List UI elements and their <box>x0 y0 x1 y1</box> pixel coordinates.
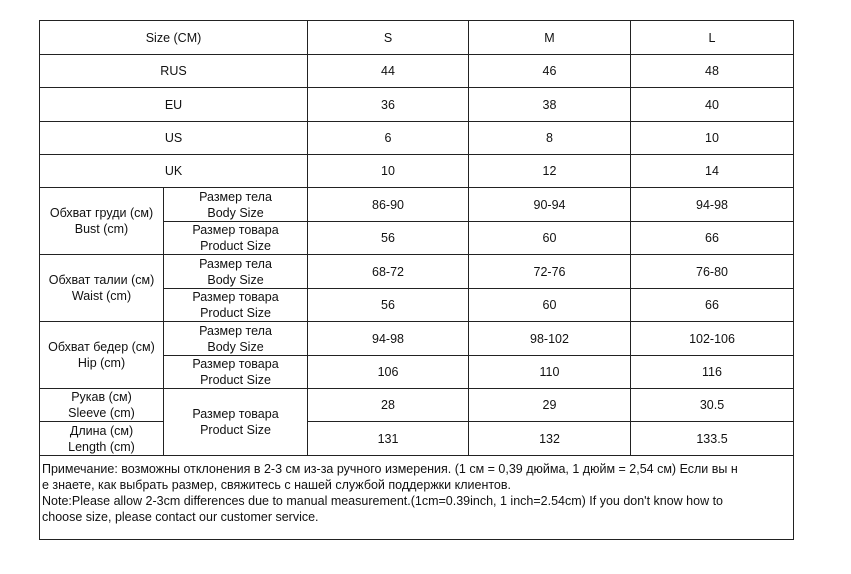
note-ru-line-1: Примечание: возможны отклонения в 2-3 см из-за ручного измерения. (1 см = 0,39 дюйма, 1 дюйм = 2,54 см) Если вы н <box>42 462 738 476</box>
table-row-sleeve <box>40 389 794 422</box>
cell-value: 110 <box>469 356 631 389</box>
cell-value: 36 <box>308 88 469 122</box>
row-label: UK <box>40 155 308 188</box>
product-size-label: Размер товара Product Size <box>164 389 308 456</box>
cell-value: 10 <box>308 155 469 188</box>
product-size-label: Размер товара Product Size <box>164 356 308 389</box>
cell-value: 98-102 <box>469 322 631 356</box>
note-en-line-1: Note:Please allow 2-3cm differences due to manual measurement.(1cm=0.39inch, 1 inch=2.54cm) If you don't know how to <box>42 494 723 508</box>
cell-value: 30.5 <box>631 389 794 422</box>
cell-value: 10 <box>631 122 794 155</box>
cell-value: 76-80 <box>631 255 794 289</box>
cell-value: 106 <box>308 356 469 389</box>
cell-value: 131 <box>308 422 469 456</box>
cell-value: 40 <box>631 88 794 122</box>
note-en-line-2: choose size, please contact our customer service. <box>42 510 319 524</box>
cell-value: 46 <box>469 55 631 88</box>
cell-value: 56 <box>308 289 469 322</box>
size-l-header: L <box>631 21 794 55</box>
row-label: RUS <box>40 55 308 88</box>
size-chart-table <box>39 20 794 540</box>
note-ru-line-2: е знаете, как выбрать размер, свяжитесь с нашей службой поддержки клиентов. <box>42 478 511 492</box>
length-label: Длина (см) Length (cm) <box>40 422 164 456</box>
cell-value: 94-98 <box>631 188 794 222</box>
table-row-rus <box>40 55 794 88</box>
cell-value: 102-106 <box>631 322 794 356</box>
note-row <box>40 456 794 540</box>
size-s-header: S <box>308 21 469 55</box>
cell-value: 12 <box>469 155 631 188</box>
hip-label: Обхват бедер (см) Hip (cm) <box>40 322 164 389</box>
cell-value: 68-72 <box>308 255 469 289</box>
bust-label: Обхват груди (см) Bust (cm) <box>40 188 164 255</box>
sleeve-label: Рукав (см) Sleeve (cm) <box>40 389 164 422</box>
cell-value: 66 <box>631 289 794 322</box>
product-size-label: Размер товара Product Size <box>164 289 308 322</box>
table-row-length <box>40 422 794 456</box>
table-row-hip-body <box>40 322 794 356</box>
size-header-label: Size (CM) <box>40 21 308 55</box>
cell-value: 116 <box>631 356 794 389</box>
cell-value: 94-98 <box>308 322 469 356</box>
product-size-label: Размер товара Product Size <box>164 222 308 255</box>
size-m-header: M <box>469 21 631 55</box>
cell-value: 72-76 <box>469 255 631 289</box>
cell-value: 56 <box>308 222 469 255</box>
cell-value: 29 <box>469 389 631 422</box>
cell-value: 90-94 <box>469 188 631 222</box>
table-row-uk <box>40 155 794 188</box>
cell-value: 48 <box>631 55 794 88</box>
cell-value: 14 <box>631 155 794 188</box>
cell-value: 132 <box>469 422 631 456</box>
cell-value: 60 <box>469 222 631 255</box>
table-row-us <box>40 122 794 155</box>
cell-value: 8 <box>469 122 631 155</box>
body-size-label: Размер тела Body Size <box>164 322 308 356</box>
cell-value: 38 <box>469 88 631 122</box>
cell-value: 133.5 <box>631 422 794 456</box>
cell-value: 60 <box>469 289 631 322</box>
cell-value: 86-90 <box>308 188 469 222</box>
row-label: EU <box>40 88 308 122</box>
waist-label: Обхват талии (см) Waist (cm) <box>40 255 164 322</box>
cell-value: 28 <box>308 389 469 422</box>
measurement-note <box>40 456 794 540</box>
cell-value: 66 <box>631 222 794 255</box>
table-row-eu <box>40 88 794 122</box>
cell-value: 6 <box>308 122 469 155</box>
row-label: US <box>40 122 308 155</box>
body-size-label: Размер тела Body Size <box>164 188 308 222</box>
cell-value: 44 <box>308 55 469 88</box>
body-size-label: Размер тела Body Size <box>164 255 308 289</box>
header-row <box>40 21 794 55</box>
table-row-waist-body <box>40 255 794 289</box>
table-row-bust-body <box>40 188 794 222</box>
